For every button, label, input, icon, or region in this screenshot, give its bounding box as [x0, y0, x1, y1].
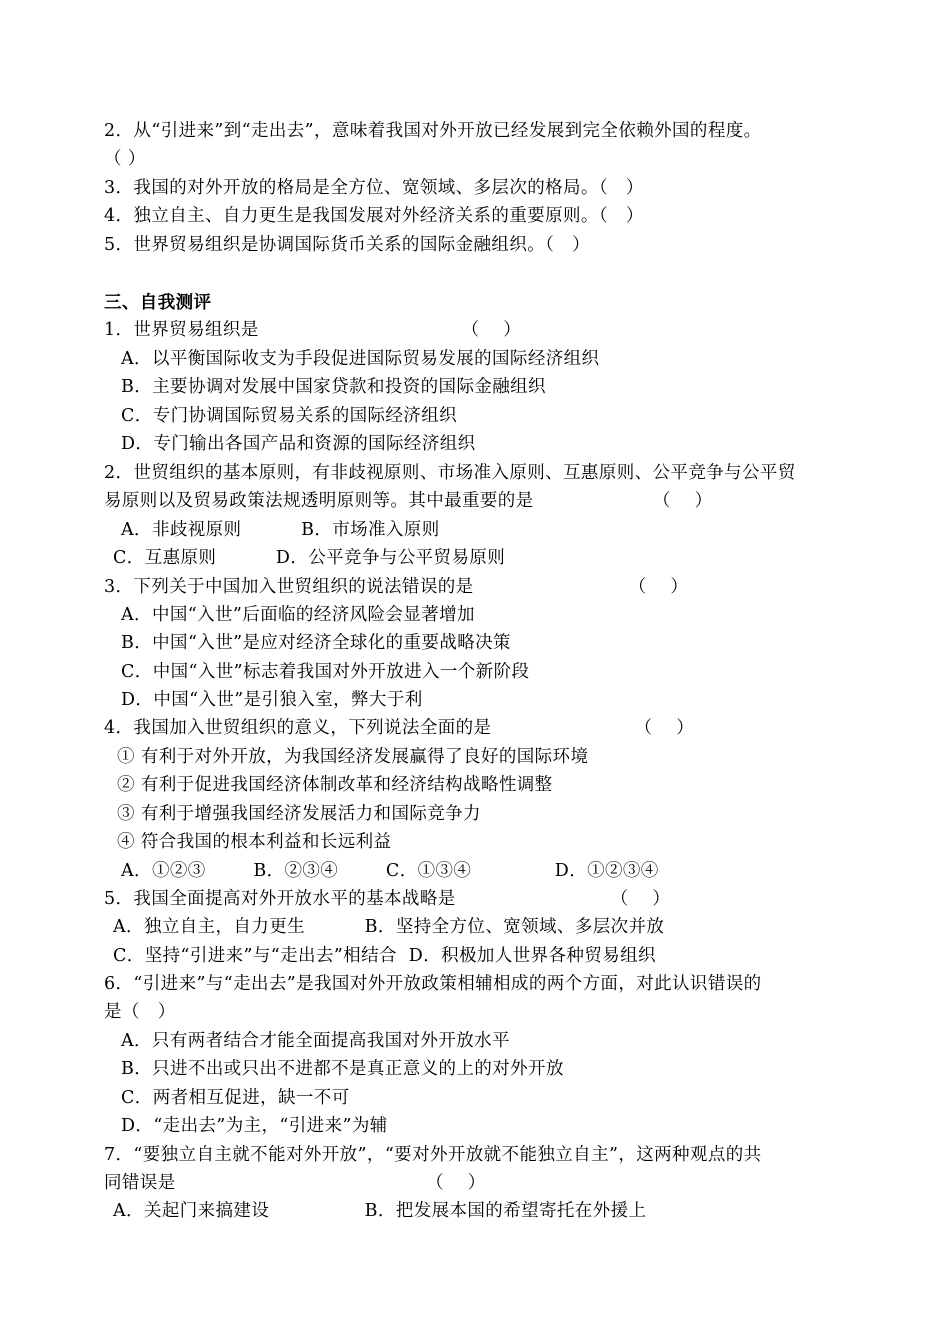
question-4-statement-3: ③ 有利于增强我国经济发展活力和国际竞争力	[117, 804, 481, 824]
section-heading: 三、自我测评	[104, 293, 212, 313]
question-2-stem: 2．世贸组织的基本原则，有非歧视原则、市场准入原则、互惠原则、公平竞争与公平贸	[104, 463, 796, 483]
true-false-item-5: 5．世界贸易组织是协调国际货币关系的国际金融组织。（ ）	[104, 235, 591, 255]
question-7-stem: 7．“要独立自主就不能对外开放”，“要对外开放就不能独立自主”，这两种观点的共	[104, 1145, 762, 1165]
question-5-options-ab: A．独立自主，自力更生 B．坚持全方位、宽领域、多层次并放	[113, 917, 665, 937]
question-6-option-a: A．只有两者结合才能全面提高我国对外开放水平	[121, 1031, 510, 1051]
question-3-option-d: D．中国“入世”是引狼入室，弊大于利	[121, 690, 423, 710]
question-7-stem-cont: 同错误是 （ ）	[104, 1173, 486, 1193]
question-2-options-cd: C．互惠原则 D．公平竞争与公平贸易原则	[113, 548, 506, 568]
question-5-stem: 5．我国全面提高对外开放水平的基本战略是 （ ）	[104, 889, 671, 909]
question-4-statement-4: ④ 符合我国的根本利益和长远利益	[117, 832, 392, 852]
question-2-options-ab: A．非歧视原则 B．市场准入原则	[121, 520, 440, 540]
question-3-stem: 3．下列关于中国加入世贸组织的说法错误的是 （ ）	[104, 577, 689, 597]
question-4-statement-2: ② 有利于促进我国经济体制改革和经济结构战略性调整	[117, 775, 553, 795]
question-6-option-d: D．“走出去”为主，“引进来”为辅	[121, 1116, 388, 1136]
true-false-item-3: 3．我国的对外开放的格局是全方位、宽领域、多层次的格局。（ ）	[104, 178, 644, 198]
question-6-stem: 6．“引进来”与“走出去”是我国对外开放政策相辅相成的两个方面，对此认识错误的	[104, 974, 762, 994]
question-1-option-c: C．专门协调国际贸易关系的国际经济组织	[121, 406, 457, 426]
question-4-statement-1: ① 有利于对外开放，为我国经济发展赢得了良好的国际环境	[117, 747, 589, 767]
question-4-stem: 4．我国加入世贸组织的意义，下列说法全面的是 （ ）	[104, 718, 695, 738]
question-5-options-cd: C．坚持“引进来”与“走出去”相结合 D．积极加人世界各种贸易组织	[113, 946, 656, 966]
question-6-stem-cont: 是（ ）	[104, 1002, 176, 1022]
answer-blank: （ ）	[104, 149, 146, 169]
question-7-options-ab: A．关起门来搞建设 B．把发展本国的希望寄托在外援上	[113, 1201, 647, 1221]
question-1-option-a: A．以平衡国际收支为手段促进国际贸易发展的国际经济组织	[121, 349, 600, 369]
question-6-option-b: B．只进不出或只出不进都不是真正意义的上的对外开放	[121, 1059, 564, 1079]
question-6-option-c: C．两者相互促进，缺一不可	[121, 1088, 350, 1108]
question-3-option-b: B．中国“入世”是应对经济全球化的重要战略决策	[121, 633, 511, 653]
true-false-item-4: 4．独立自主、自力更生是我国发展对外经济关系的重要原则。（ ）	[104, 206, 644, 226]
question-2-stem-cont: 易原则以及贸易政策法规透明原则等。其中最重要的是 （ ）	[104, 491, 713, 511]
question-3-option-c: C．中国“入世”标志着我国对外开放进入一个新阶段	[121, 662, 530, 682]
question-1-stem: 1．世界贸易组织是 （ ）	[104, 320, 522, 340]
question-3-option-a: A．中国“入世”后面临的经济风险会显著增加	[121, 605, 475, 625]
question-1-option-b: B．主要协调对发展中国家贷款和投资的国际金融组织	[121, 377, 546, 397]
question-1-option-d: D．专门输出各国产品和资源的国际经济组织	[121, 434, 476, 454]
true-false-item-2: 2．从“引进来”到“走出去”，意味着我国对外开放已经发展到完全依赖外国的程度。	[104, 121, 762, 141]
question-4-options: A．①②③ B．②③④ C．①③④ D．①②③④	[121, 861, 659, 881]
